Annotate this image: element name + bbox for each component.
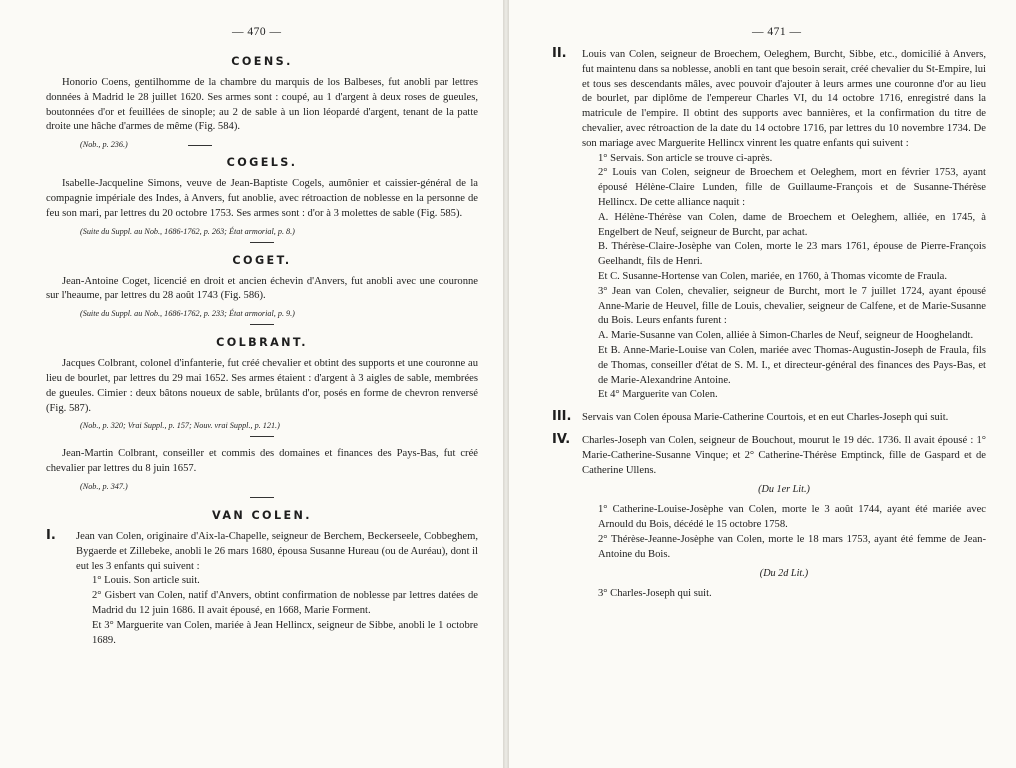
- page-number-471: — 471 —: [752, 26, 802, 38]
- entry-coget-text: Jean-Antoine Coget, licencié en droit et ancien échevin d'Anvers, fut anobli avec une couronne sur l'heaume, par lettres du 28 août 1743 (Fig. 586).: [46, 275, 478, 302]
- entry-II: [552, 48, 986, 403]
- source-coens-label: (Nob., p. 236.): [80, 140, 128, 150]
- roman-numeral: IV.: [552, 431, 571, 447]
- heading-van-colen: VAN COLEN.: [212, 508, 312, 522]
- entry-cogels-text: Isabelle-Jacqueline Simons, veuve de Jean-Baptiste Cogels, aumônier et caissier-général de la compagnie impériale des Indes, à Anvers, fut anoblie, avec rétroaction de noblesse en la personne de feu son mari, par lettres du 20 octobre 1753. Ses armes sont : d'or à 3 molettes de sable (Fig. 585).: [46, 178, 478, 219]
- heading-colbrant: COLBRANT.: [216, 336, 308, 350]
- entry-IV-child-2: 2° Thérèse-Jeanne-Josèphe van Colen, morte le 18 mars 1753, ayant été femme de Jean-Antoine du Bois.: [598, 533, 986, 560]
- page-number-470: — 470 —: [232, 26, 282, 38]
- heading-cogels: COGELS.: [226, 156, 298, 170]
- entry-II-child-3a: A. Marie-Susanne van Colen, alliée à Simon-Charles de Neuf, seigneur de Hooghelandt.: [598, 330, 974, 342]
- heading-coens: COENS.: [231, 55, 293, 68]
- entry-III-text: Servais van Colen épousa Marie-Catherine Courtois, et en eut Charles-Joseph qui suit.: [582, 412, 949, 424]
- right-page-content: [552, 48, 986, 604]
- separator-rule: [188, 145, 212, 146]
- entry-van-colen-I: [46, 527, 478, 648]
- source-cogels: (Suite du Suppl. au Nob., 1686-1762, p. 263; État armorial, p. 8.): [80, 226, 295, 236]
- first-marriage-label: (Du 1er Lit.): [758, 484, 810, 496]
- entry-II-child-4: Et 4° Marguerite van Colen.: [598, 389, 718, 401]
- entry-II-child-3b: Et B. Anne-Marie-Louise van Colen, mariée avec Thomas-Augustin-Joseph de Fraula, fils de Thomas, conseiller d'état de S. M. I., et directeur-général des finances des Pays-Bas, et de Marie-Alexandrine Antoine.: [598, 344, 986, 386]
- roman-numeral: II.: [552, 46, 567, 61]
- entry-colbrant-text-2: Jean-Martin Colbrant, conseiller et commis des domaines et finances des Pays-Bas, fut créé chevalier par lettres du 8 juin 1657.: [46, 448, 478, 475]
- entry-coens-text: Honorio Coens, gentilhomme de la chambre du marquis de los Balbeses, fut anobli par lettres données à Madrid le 28 juillet 1620. Ses armes sont : coupé, au 1 d'argent à deux roses de gueules, boutonnées d'or et feuillées de sinople; au 2 de sable à un lion léopardé d'argent, tenant de la patte droite une hâche d'armes de même (Fig. 584).: [46, 77, 478, 133]
- left-page: [0, 0, 503, 768]
- entry-colbrant-text-1: Jacques Colbrant, colonel d'infanterie, fut créé chevalier et obtint des supports et une couronne au lieu de bourlet, par lettres du 29 mai 1652. Ses armes étaient : d'argent à 3 aigles de sable, membrées de gueules. Cimier : deux bâtons noueux de sable, brûlants d'or, posés en forme de chevron renversé (Fig. 587).: [46, 358, 478, 414]
- entry-van-colen-text: Jean van Colen, originaire d'Aix-la-Chapelle, seigneur de Berchem, Beckerseele, Cobbeghem, Bygaerde et Zillebeke, anobli le 26 mars 1680, épousa Susanne Hureau (ou de Auréau), dont il eut les 3 enfants qui suivent :: [76, 530, 478, 572]
- entry-II-child-2: 2° Louis van Colen, seigneur de Broechem et Oeleghem, mort en février 1753, ayant épousé Hélène-Claire Lunden, fille de Guillaume-François et de Susanne-Thérèse Hellincx. De cette alliance naquit :: [598, 167, 986, 208]
- entry-II-child-3: 3° Jean van Colen, chevalier, seigneur de Burcht, mort le 7 juillet 1724, ayant épousé Anne-Marie de Heuvel, fille de Louis, chevalier, seigneur de Calfene, et de Marie-Susanne du Bois. Leurs enfants furent :: [598, 285, 986, 327]
- source-coens: [80, 139, 478, 151]
- entry-II-child-2b: B. Thérèse-Claire-Josèphe van Colen, morte le 23 mars 1761, épouse de Pierre-François Geelhandt, fils de Henri.: [598, 241, 986, 268]
- entry-IV-child-1: 1° Catherine-Louise-Josèphe van Colen, morte le 3 août 1744, ayant été mariée avec Arnould du Bois, décédé le 15 octobre 1758.: [598, 504, 986, 530]
- separator-rule: [250, 242, 274, 243]
- separator-rule: [250, 497, 274, 498]
- child-3: Et 3° Marguerite van Colen, mariée à Jean Hellincx, seigneur de Sibbe, anobli le 1 octobre 1689.: [92, 619, 478, 646]
- separator-rule: [250, 436, 274, 437]
- heading-coget: COGET.: [232, 253, 292, 267]
- child-1: 1° Louis. Son article suit.: [92, 575, 200, 587]
- child-2: 2° Gisbert van Colen, natif d'Anvers, obtint confirmation de noblesse par lettres datées de Madrid du 12 juin 1686. Il avait épousé, en 1668, Marie Forment.: [92, 590, 478, 616]
- entry-IV-child-3: 3° Charles-Joseph qui suit.: [598, 588, 712, 600]
- separator-rule: [250, 324, 274, 325]
- roman-numeral: I.: [46, 527, 56, 543]
- source-colbrant-2: (Nob., p. 347.): [80, 481, 128, 491]
- entry-III: [552, 411, 986, 426]
- entry-II-child-2c: Et C. Susanne-Hortense van Colen, mariée, en 1760, à Thomas vicomte de Fraula.: [598, 270, 948, 282]
- entry-IV-text: Charles-Joseph van Colen, seigneur de Bouchout, mourut le 19 déc. 1736. Il avait épousé : 1° Marie-Catherine-Susanne Vinque; et 2° Catherine-Thérèse Emptinck, fille de Gaspard et de Catherine Ullens.: [582, 434, 986, 476]
- entry-II-child-1: 1° Servais. Son article se trouve ci-après.: [598, 152, 773, 164]
- entry-IV: [552, 431, 986, 602]
- source-colbrant-1: (Nob., p. 320; Vrai Suppl., p. 157; Nouv. vrai Suppl., p. 121.): [80, 421, 280, 431]
- entry-II-child-2a: A. Hélène-Thérèse van Colen, dame de Broechem et Oeleghem, alliée, en 1745, à Engelbert de Neuf, seigneur de Burcht, par achat.: [598, 211, 986, 238]
- source-coget: (Suite du Suppl. au Nob., 1686-1762, p. 233; État armorial, p. 9.): [80, 309, 295, 319]
- entry-II-text: Louis van Colen, seigneur de Broechem, Oeleghem, Burcht, Sibbe, etc., domicilié à Anvers, fut maintenu dans sa noblesse, anobli en tant que besoin serait, créé chevalier du St-Empire, lui et tous ses descendants mâles, avec pouvoir d'ajouter à leurs armes une couronne d'or au lieu de bourlet, par diplôme de l'empereur Charles VI, du 14 octobre 1716, enregistré dans la matricule de l'empire. Il obtint des supports avec bannières, et la confirmation du titre de chevalier, avec rétroaction de la date du 14 octobre 1716, par lettres du 10 novembre 1734. De son mariage avec Marguerite Hellincx vinrent les quatre enfants qui suivent :: [582, 49, 986, 149]
- left-page-content: [46, 50, 478, 650]
- second-marriage-label: (Du 2d Lit.): [759, 568, 809, 580]
- roman-numeral: III.: [552, 409, 572, 425]
- right-page: [509, 0, 1016, 768]
